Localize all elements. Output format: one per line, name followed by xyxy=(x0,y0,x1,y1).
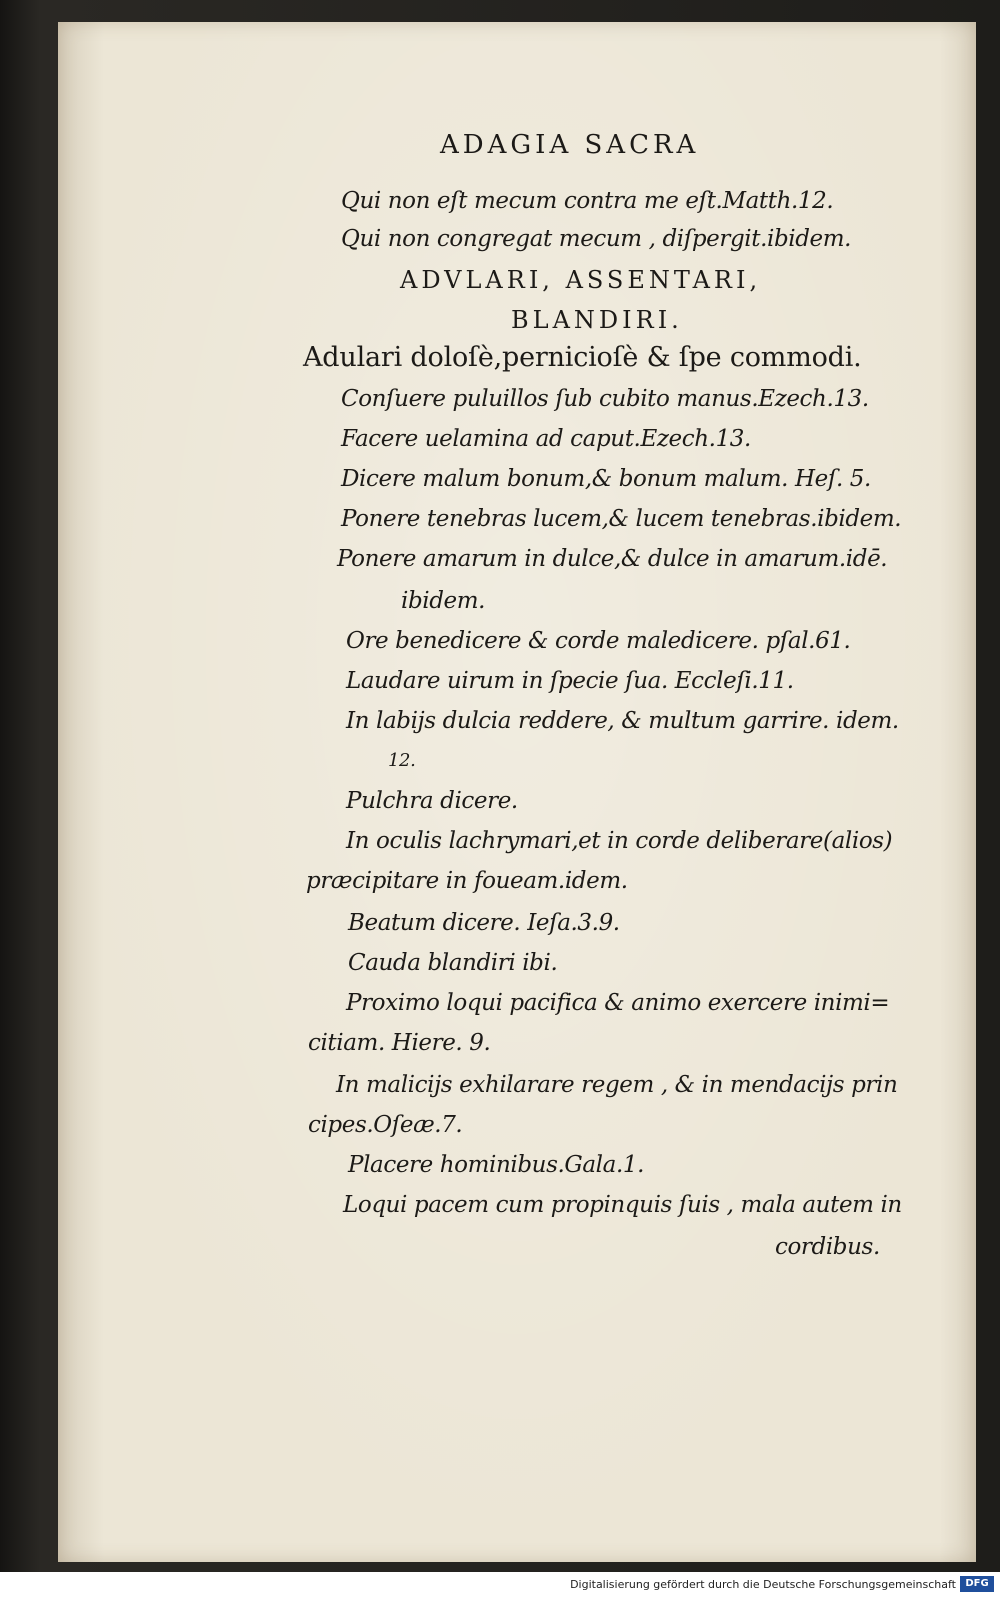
text-line: Laudare uirum in ſpecie ſua. Eccleſi.11. xyxy=(346,668,794,694)
text-line: Dicere malum bonum,& bonum malum. Heſ. 5. xyxy=(341,466,871,492)
section-heading: BLANDIRI. xyxy=(511,306,683,334)
text-line: Placere hominibus.Gala.1. xyxy=(348,1152,645,1178)
text-line: Proximo loqui pacifica & animo exercere inimi= xyxy=(346,990,890,1016)
text-line: Qui non eſt mecum contra me eſt.Matth.12. xyxy=(341,188,834,214)
text-line: Qui non congregat mecum , diſpergit.ibidem. xyxy=(341,226,852,252)
text-line: Beatum dicere. Ieſa.3.9. xyxy=(348,910,620,936)
text-line: cipes.Oſeæ.7. xyxy=(308,1112,463,1138)
entry-heading: Adulari doloſè,pernicioſè & ſpe commodi. xyxy=(303,342,862,373)
text-line: Ponere tenebras lucem,& lucem tenebras.ibidem. xyxy=(341,506,902,532)
footer-credit: Digitalisierung gefördert durch die Deutsche Forschungsgemeinschaft xyxy=(570,1578,956,1591)
text-line: Cauda blandiri ibi. xyxy=(348,950,558,976)
text-line: Loqui pacem cum propinquis ſuis , mala autem in xyxy=(343,1192,902,1218)
text-line: Conſuere puluillos ſub cubito manus.Ezech.13. xyxy=(341,386,869,412)
text-line: præcipitare in foueam.idem. xyxy=(306,868,628,894)
text-line: Facere uelamina ad caput.Ezech.13. xyxy=(341,426,751,452)
text-line: Ponere amarum in dulce,& dulce in amarum.idē. xyxy=(337,546,888,572)
text-line: 12. xyxy=(388,750,416,771)
text-line: Ore benedicere & corde maledicere. pſal.61. xyxy=(346,628,851,654)
book-page xyxy=(58,22,976,1562)
text-line: In oculis lachrymari,et in corde deliberare(alios) xyxy=(346,828,893,854)
section-heading: ADVLARI, ASSENTARI, xyxy=(400,266,762,294)
text-line: cordibus. xyxy=(775,1234,880,1260)
text-line: Pulchra dicere. xyxy=(346,788,518,814)
text-line: citiam. Hiere. 9. xyxy=(308,1030,491,1056)
text-line: In labijs dulcia reddere, & multum garrire. idem. xyxy=(346,708,899,734)
text-line: ibidem. xyxy=(401,588,486,614)
text-line: In malicijs exhilarare regem , & in mendacijs prin xyxy=(336,1072,898,1098)
running-head: ADAGIA SACRA xyxy=(440,130,700,160)
dfg-logo: DFG xyxy=(960,1576,994,1592)
